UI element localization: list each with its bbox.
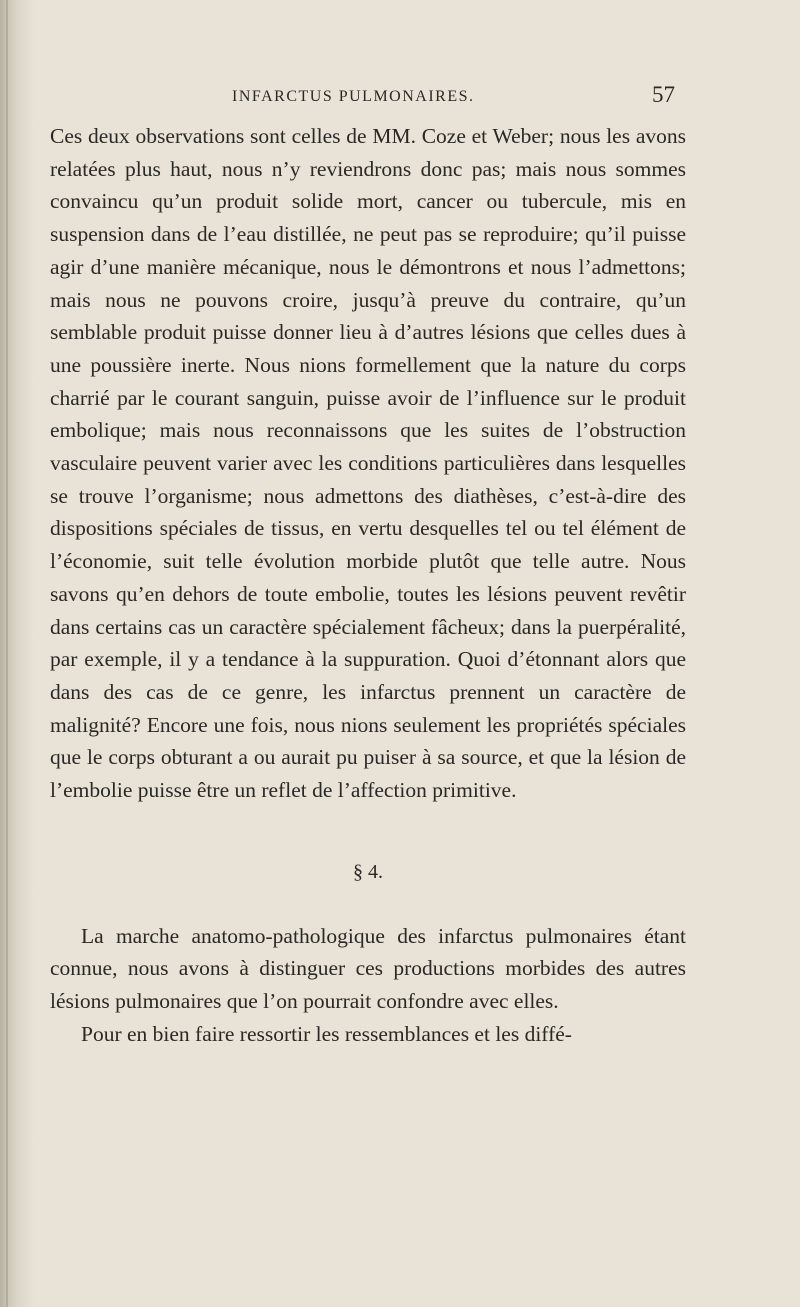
page-header [0,82,800,112]
section-heading: § 4. [353,860,383,883]
paragraph-3: Pour en bien faire ressortir les ressemblances et les diffé- [81,1021,572,1046]
paragraph-1: Ces deux observations sont celles de MM. Coze et Weber; nous les avons relatées plus haut, nous n’y reviendrons donc pas; mais nous sommes convaincu qu’un produit solide mort, cancer ou tubercule, mis en suspension dans de l’eau distillée, ne peut pas se reproduire; qu’il puisse agir d’une manière mécanique, nous le démontrons et nous l’admettons; mais nous ne pouvons croire, jusqu’à preuve du contraire, qu’un semblable produit puisse donner lieu à d’autres lésions que celles dues à une poussière inerte. Nous nions formellement que la nature du corps charrié par le courant sanguin, puisse avoir de l’influence sur le produit embolique; mais nous reconnaissons que les suites de l’obstruction vasculaire peuvent varier avec les conditions particulières dans lesquelles se trouve l’organisme; nous admettons des diathèses, c’est-à-dire des dispositions spéciales de tissus, en vertu desquelles tel ou tel élément de l’économie, suit telle évolution morbide plutôt que telle autre. Nous savons qu’en dehors de toute embolie, toutes les lésions peuvent revêtir dans certains cas un caractère spécialement fâcheux; dans la puerpéralité, par exemple, il y a tendance à la suppuration. Quoi d’étonnant alors que dans des cas de ce genre, les infarctus prennent un caractère de malignité? Encore une fois, nous nions seulement les propriétés spéciales que le corps obturant a ou aurait pu puiser à sa source, et que la lésion de l’embolie puisse être un reflet de l’affection primitive. [50,124,686,803]
page-body [50,120,686,1051]
running-head: INFARCTUS PULMONAIRES. [232,88,475,105]
paragraph-2: La marche anatomo-pathologique des infarctus pulmonaires étant connue, nous avons à distinguer ces productions morbides des autres lésions pulmonaires que l’on pourrait confondre avec elles. [50,923,686,1014]
page-binding-edge [0,0,34,1307]
page-number: 57 [652,82,675,107]
